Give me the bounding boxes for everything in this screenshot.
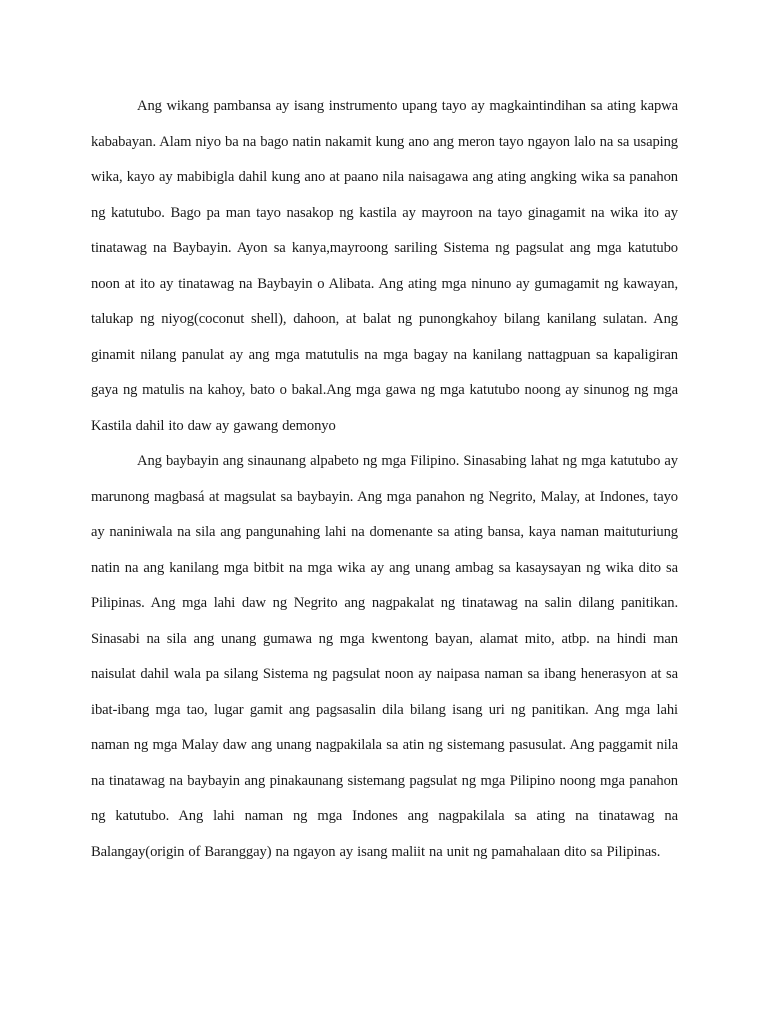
paragraph-baybayin: Ang baybayin ang sinaunang alpabeto ng mga Filipino. Sinasabing lahat ng mga katutubo ay marunong magbasá at magsulat sa baybayin. Ang mga panahon ng Negrito, Malay, at Indones, tayo ay naniniwala na sila ang pangunahing lahi na domenante sa ating bansa, kaya naman maituturiung natin na ang kanilang mga bitbit na mga wika ay ang unang ambag sa kasaysayan ng wika dito sa Pilipinas. Ang mga lahi daw ng Negrito ang nagpakalat ng tinatawag na salin dilang panitikan. Sinasabi na sila ang unang gumawa ng mga kwentong bayan, alamat mito, atbp. na hindi man naisulat dahil wala pa silang Sistema ng pagsulat noon ay naipasa naman sa ibang henerasyon at sa ibat-ibang mga tao, lugar gamit ang pagsasalin dila bilang isang uri ng panitikan. Ang mga lahi naman ng mga Malay daw ang unang nagpakilala sa atin ng sistemang pasusulat. Ang paggamit nila na tinatawag na baybayin ang pinakaunang sistemang pagsulat ng mga Pilipino noong mga panahon ng katutubo. Ang lahi naman ng mga Indones ang nagpakilala sa ating na tinatawag na Balangay(origin of Baranggay) na ngayon ay isang maliit na unit ng pamahalaan dito sa Pilipinas. (91, 453, 678, 860)
paragraph-wikang-pambansa: Ang wikang pambansa ay isang instrumento upang tayo ay magkaintindihan sa ating kapwa kababayan. Alam niyo ba na bago natin nakamit kung ano ang meron tayo ngayon lalo na sa usaping wika, kayo ay mabibigla dahil kung ano at paano nila naisagawa ang ating angking wika sa panahon ng katutubo. Bago pa man tayo nasakop ng kastila ay mayroon na tayo ginagamit na wika ito ay tinatawag na Baybayin. Ayon sa kanya,mayroong sariling Sistema ng pagsulat ang mga katutubo noon at ito ay tinatawag na Baybayin o Alibata. Ang ating mga ninuno ay gumagamit ng kawayan, talukap ng niyog(coconut shell), dahoon, at balat ng punongkahoy bilang kanilang sulatan. Ang ginamit nilang panulat ay ang mga matutulis na mga bagay na kanilang nattagpuan sa kapaligiran gaya ng matulis na kahoy, bato o bakal.Ang mga gawa ng mga katutubo noong ay sinunog ng mga Kastila dahil ito daw ay gawang demonyo (91, 98, 678, 434)
